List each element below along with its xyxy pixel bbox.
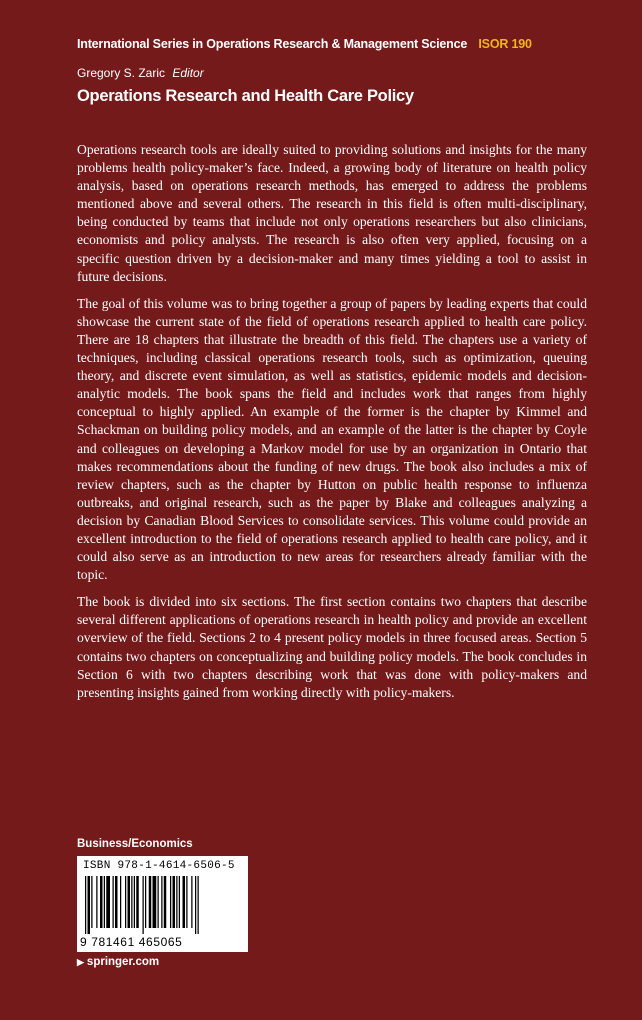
barcode-bar <box>143 876 144 934</box>
ean-digits: 9 781461 465065 <box>80 935 183 949</box>
barcode-bar <box>88 876 91 934</box>
barcode-bar <box>176 876 177 928</box>
book-title: Operations Research and Health Care Policy <box>77 87 414 105</box>
barcode-bar <box>195 876 196 934</box>
barcode-bar <box>115 876 118 928</box>
barcode-bar <box>153 876 157 928</box>
barcode-image <box>85 876 241 934</box>
barcode-bar <box>85 876 86 934</box>
publisher-link[interactable] <box>77 956 159 968</box>
barcode-box <box>77 856 248 952</box>
triangle-right-icon: ▶ <box>77 957 84 967</box>
barcode-bar <box>179 876 180 928</box>
barcode-bar <box>145 876 146 928</box>
barcode-bar <box>91 876 92 928</box>
barcode-bar <box>96 876 97 928</box>
barcode-bar <box>191 876 192 928</box>
barcode-bar <box>104 876 105 928</box>
barcode-bar <box>125 876 126 928</box>
barcode-bar <box>198 876 199 934</box>
blurb-paragraph-3: The book is divided into six sections. The first section contains two chapters that describe several different applications of operations research in health policy and provide an excellent overview of the field. Sections 2 to 4 present policy models in three focused areas. Section 5 contains two chapters on conceptualizing and building policy models. The book concludes in Section 6 with two chapters describing work that was done with policy-makers and presenting insights gained from working directly with policy-makers. <box>77 594 587 700</box>
barcode-bar <box>158 876 159 928</box>
barcode-bar <box>136 876 139 928</box>
barcode-bar <box>149 876 152 928</box>
blurb-text <box>77 141 587 711</box>
barcode-bar <box>100 876 103 928</box>
barcode-bar <box>134 876 135 928</box>
barcode-bar <box>186 876 187 928</box>
blurb-paragraph-1: Operations research tools are ideally suited to providing solutions and insights for the many problems health policy-maker’s face. Indeed, a growing body of literature on health policy analysis, based on operations research methods, has emerged to address the problems mentioned above and several others. The research in this field is often multi-disciplinary, being conducted by teams that include not only operations researchers but also clinicians, economists and policy analysts. The research is also often very applied, focusing on a specific question driven by a decision-maker and many times yielding a tool to assist in future decisions. <box>77 142 587 284</box>
barcode-bar <box>128 876 131 928</box>
barcode-bar <box>131 876 132 928</box>
barcode-bar <box>173 876 176 928</box>
editor-line <box>77 66 204 80</box>
subject-category: Business/Economics <box>77 838 193 850</box>
barcode-bar <box>113 876 114 928</box>
editor-role: Editor <box>172 66 204 80</box>
barcode-bar <box>170 876 171 928</box>
isbn-label: ISBN 978-1-4614-6506-5 <box>83 860 235 872</box>
series-name: International Series in Operations Research & Management Science <box>77 37 468 51</box>
editor-name: Gregory S. Zaric <box>77 66 166 80</box>
barcode-bar <box>106 876 110 928</box>
barcode-bar <box>120 876 121 928</box>
barcode-bar <box>164 876 167 928</box>
publisher-url: springer.com <box>86 956 160 968</box>
barcode-bar <box>183 876 186 928</box>
series-number: ISOR 190 <box>478 37 532 51</box>
barcode-bar <box>161 876 162 928</box>
series-line <box>77 37 532 51</box>
blurb-paragraph-2: The goal of this volume was to bring together a group of papers by leading experts that could showcase the current state of the field of operations research applied to health care policy. There are 18 chapters that illustrate the breadth of this field. The chapters use a variety of techniques, including classical operations research tools, such as optimization, queuing theory, and discrete event simulation, as well as statistics, epidemic models and decision-analytic models. The book spans the field and includes work that ranges from highly conceptual to highly applied. An example of the former is the chapter by Kimmel and Schackman on building policy models, and an example of the latter is the chapter by Coyle and colleagues on developing a Markov model for use by an organization in Ontario that makes recommendations about the funding of new drugs. The book also includes a mix of review chapters, such as the chapter by Hutton on public health response to influenza outbreaks, and original research, such as the paper by Blake and colleagues analyzing a decision by Canadian Blood Services to consolidate services. This volume could provide an excellent introduction to the field of operations research applied to health care policy, and it could also serve as an introduction to new areas for researchers already familiar with the topic. <box>77 295 587 583</box>
